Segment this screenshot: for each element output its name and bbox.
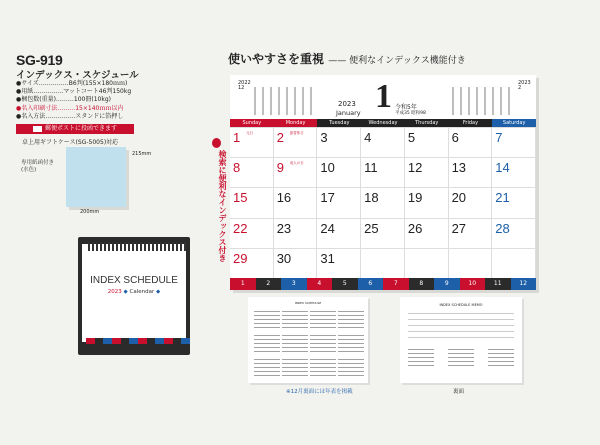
weekday-header bbox=[230, 119, 536, 127]
memo-line bbox=[408, 313, 514, 314]
spec-size: ●サイズ……………B6判(155×180ｍｍ) bbox=[16, 80, 128, 87]
date-cell bbox=[492, 218, 536, 248]
back-thumbnail-title: INDEX SCHEDULE MEMO bbox=[439, 303, 483, 307]
date-cell bbox=[361, 218, 405, 248]
month-tab-5: 5 bbox=[332, 278, 358, 290]
side-label-dot bbox=[212, 138, 221, 148]
date-cell bbox=[492, 248, 536, 278]
date-cell bbox=[274, 248, 318, 278]
cover-tab bbox=[181, 338, 190, 344]
next-month-mini: 2023 2 bbox=[518, 80, 531, 91]
weekday-sunday: Sunday bbox=[230, 119, 274, 127]
era-sub: 平成35 昭和98 bbox=[395, 111, 426, 116]
date-number: 16 bbox=[276, 190, 292, 206]
prev-month-mini: 2022 12 bbox=[238, 80, 251, 91]
front-thumbnail bbox=[248, 297, 368, 383]
cover-tab bbox=[155, 338, 164, 344]
date-number: 14 bbox=[495, 160, 510, 176]
date-cell bbox=[274, 218, 318, 248]
case-label: 専用紙函付き(水色) bbox=[21, 160, 55, 173]
date-cell bbox=[405, 187, 449, 217]
date-cell bbox=[449, 157, 493, 187]
date-number: 30 bbox=[276, 250, 292, 266]
cover-tab bbox=[86, 338, 95, 344]
date-cell bbox=[361, 127, 405, 157]
month-tab-11: 11 bbox=[485, 278, 511, 290]
mini-month bbox=[282, 359, 308, 379]
date-cell bbox=[449, 248, 493, 278]
date-number: 28 bbox=[495, 220, 510, 236]
mini-month bbox=[338, 359, 364, 379]
month-tab-6: 6 bbox=[358, 278, 384, 290]
date-number: 27 bbox=[451, 220, 467, 236]
date-cell bbox=[449, 187, 493, 217]
month-index-tabs bbox=[230, 278, 536, 290]
weekday-friday: Friday bbox=[449, 119, 493, 127]
cover-tab bbox=[147, 338, 156, 344]
date-number: 12 bbox=[407, 160, 423, 176]
calendar-cover bbox=[82, 244, 186, 342]
memo-line bbox=[408, 331, 514, 332]
weekday-tuesday: Tuesday bbox=[317, 119, 361, 127]
date-number: 11 bbox=[364, 160, 378, 176]
date-number: 2 bbox=[276, 130, 284, 145]
mini-month bbox=[282, 335, 308, 355]
month-tab-12: 12 bbox=[511, 278, 537, 290]
month-tab-8: 8 bbox=[409, 278, 435, 290]
date-cell bbox=[317, 187, 361, 217]
cover-tab bbox=[173, 338, 182, 344]
mini-month bbox=[310, 359, 336, 379]
calendar-year: 2023 bbox=[338, 100, 356, 108]
date-number: 18 bbox=[364, 190, 379, 206]
date-number: 23 bbox=[276, 220, 292, 236]
gift-case-note: 卓上用ギフトケース(SG-5005)対応 bbox=[22, 139, 119, 146]
spec-print-method: ●名入方法……………スタンドに箔押し bbox=[16, 112, 124, 120]
back-caption: 裏面 bbox=[453, 389, 465, 395]
month-tab-1: 1 bbox=[230, 278, 256, 290]
cover-tab bbox=[112, 338, 121, 344]
date-number: 31 bbox=[320, 250, 335, 266]
headline bbox=[228, 50, 466, 67]
spiral-rings bbox=[88, 242, 188, 251]
headline-main: 使いやすさを重視 bbox=[228, 52, 325, 66]
calendar-header bbox=[230, 75, 536, 119]
cover-tab bbox=[103, 338, 112, 344]
holiday-label: 振替休日 bbox=[289, 131, 304, 135]
cover-subtitle: 2023 ◆ Calendar ◆ bbox=[107, 289, 161, 295]
cover-tab bbox=[138, 338, 147, 344]
date-cell bbox=[274, 157, 318, 187]
date-cell bbox=[274, 127, 318, 157]
mini-month bbox=[310, 311, 336, 331]
mail-icon bbox=[33, 126, 42, 132]
date-cell bbox=[492, 187, 536, 217]
date-cell bbox=[492, 157, 536, 187]
month-tab-7: 7 bbox=[383, 278, 409, 290]
memo-line bbox=[408, 337, 514, 338]
month-tab-10: 10 bbox=[460, 278, 486, 290]
front-caption: ※12月裏面には年表を掲載 bbox=[286, 389, 353, 395]
date-cell bbox=[317, 127, 361, 157]
front-thumbnail-title: INDEX SCHEDULE bbox=[294, 301, 322, 305]
date-cell bbox=[361, 157, 405, 187]
date-cell bbox=[230, 127, 274, 157]
date-cell bbox=[230, 187, 274, 217]
date-number: 25 bbox=[364, 220, 379, 236]
date-number: 1 bbox=[233, 130, 241, 145]
date-cell bbox=[449, 218, 493, 248]
date-cell bbox=[361, 187, 405, 217]
back-thumbnail bbox=[400, 297, 522, 383]
date-cell bbox=[405, 248, 449, 278]
mail-badge bbox=[16, 124, 134, 134]
date-number: 24 bbox=[320, 220, 335, 236]
cover-year: 2023 bbox=[107, 289, 122, 295]
main-calendar bbox=[230, 75, 536, 290]
date-number: 3 bbox=[320, 130, 328, 145]
product-name: インデックス・スケジュール bbox=[16, 70, 139, 81]
mini-month bbox=[254, 311, 280, 331]
prev-month-grid bbox=[254, 87, 314, 115]
mini-month bbox=[488, 349, 514, 369]
date-number: 26 bbox=[407, 220, 423, 236]
date-number: 17 bbox=[320, 190, 335, 206]
cover-tab bbox=[95, 338, 104, 344]
date-number: 6 bbox=[451, 130, 459, 145]
case-height-label: 215mm bbox=[132, 151, 152, 157]
mini-month bbox=[408, 349, 434, 369]
mini-month bbox=[254, 335, 280, 355]
spec-packing: ●梱包数(重量)………100冊(10kg) bbox=[16, 96, 111, 104]
date-number: 7 bbox=[495, 130, 503, 145]
date-cell bbox=[405, 218, 449, 248]
date-number: 9 bbox=[276, 160, 284, 176]
spec-list bbox=[16, 80, 131, 121]
date-cell bbox=[449, 127, 493, 157]
mini-month bbox=[448, 349, 474, 369]
mail-badge-label: 郵便ポストに投函できます bbox=[44, 125, 117, 132]
mini-month bbox=[338, 335, 364, 355]
holiday-label: 成人の日 bbox=[289, 161, 304, 166]
spec-print-size: ●名入印刷寸法………15×140ｍｍ以内 bbox=[16, 104, 124, 112]
mini-month bbox=[310, 335, 336, 355]
date-number: 19 bbox=[407, 190, 423, 206]
date-number: 10 bbox=[320, 160, 335, 176]
cover-tab bbox=[121, 338, 130, 344]
cover-tab bbox=[129, 338, 138, 344]
desk-calendar-photo bbox=[78, 237, 190, 355]
date-cell bbox=[405, 127, 449, 157]
weekday-saturday: Saturday bbox=[492, 119, 536, 127]
cover-title: INDEX SCHEDULE bbox=[90, 275, 178, 286]
date-grid bbox=[230, 127, 536, 279]
date-number: 22 bbox=[233, 220, 248, 236]
next-month-grid bbox=[452, 87, 512, 115]
month-tab-4: 4 bbox=[307, 278, 333, 290]
date-cell bbox=[230, 157, 274, 187]
memo-line bbox=[408, 325, 514, 326]
date-cell bbox=[230, 218, 274, 248]
date-number: 15 bbox=[233, 190, 248, 206]
calendar-month-name: January bbox=[336, 109, 361, 117]
date-cell bbox=[405, 157, 449, 187]
memo-line bbox=[408, 319, 514, 320]
month-tab-9: 9 bbox=[434, 278, 460, 290]
weekday-thursday: Thursday bbox=[405, 119, 449, 127]
side-label: 検索に便利なインデックス付き bbox=[218, 150, 227, 262]
date-number: 5 bbox=[407, 130, 416, 145]
model-number: SG-919 bbox=[16, 52, 63, 68]
date-number: 13 bbox=[451, 160, 467, 176]
mini-month bbox=[282, 311, 308, 331]
holiday-label: 元日 bbox=[246, 131, 253, 135]
case-width-label: 200mm bbox=[80, 209, 100, 215]
spec-paper: ●用紙……………マットコート46判150kg bbox=[16, 88, 132, 96]
date-cell bbox=[317, 248, 361, 278]
case-box-image bbox=[66, 147, 126, 207]
date-cell bbox=[317, 157, 361, 187]
month-tab-3: 3 bbox=[281, 278, 307, 290]
cover-index-tabs bbox=[86, 338, 190, 344]
era-year: 令和5年 bbox=[395, 104, 417, 111]
weekday-wednesday: Wednesday bbox=[361, 119, 405, 127]
mini-month bbox=[338, 311, 364, 331]
cover-calendar-word: Calendar bbox=[129, 289, 155, 295]
date-number: 29 bbox=[233, 250, 248, 266]
date-cell bbox=[361, 248, 405, 278]
calendar-month-number: 1 bbox=[375, 78, 392, 115]
date-number: 4 bbox=[364, 130, 372, 145]
date-cell bbox=[230, 248, 274, 278]
month-tab-2: 2 bbox=[256, 278, 282, 290]
cover-tab bbox=[164, 338, 173, 344]
mini-month bbox=[254, 359, 280, 379]
date-number: 21 bbox=[495, 190, 510, 206]
headline-sub: —— 便利なインデックス機能付き bbox=[328, 56, 466, 66]
date-cell bbox=[274, 187, 318, 217]
date-number: 20 bbox=[451, 190, 467, 206]
date-cell bbox=[492, 127, 536, 157]
weekday-monday: Monday bbox=[274, 119, 318, 127]
date-number: 8 bbox=[233, 160, 241, 176]
date-cell bbox=[317, 218, 361, 248]
